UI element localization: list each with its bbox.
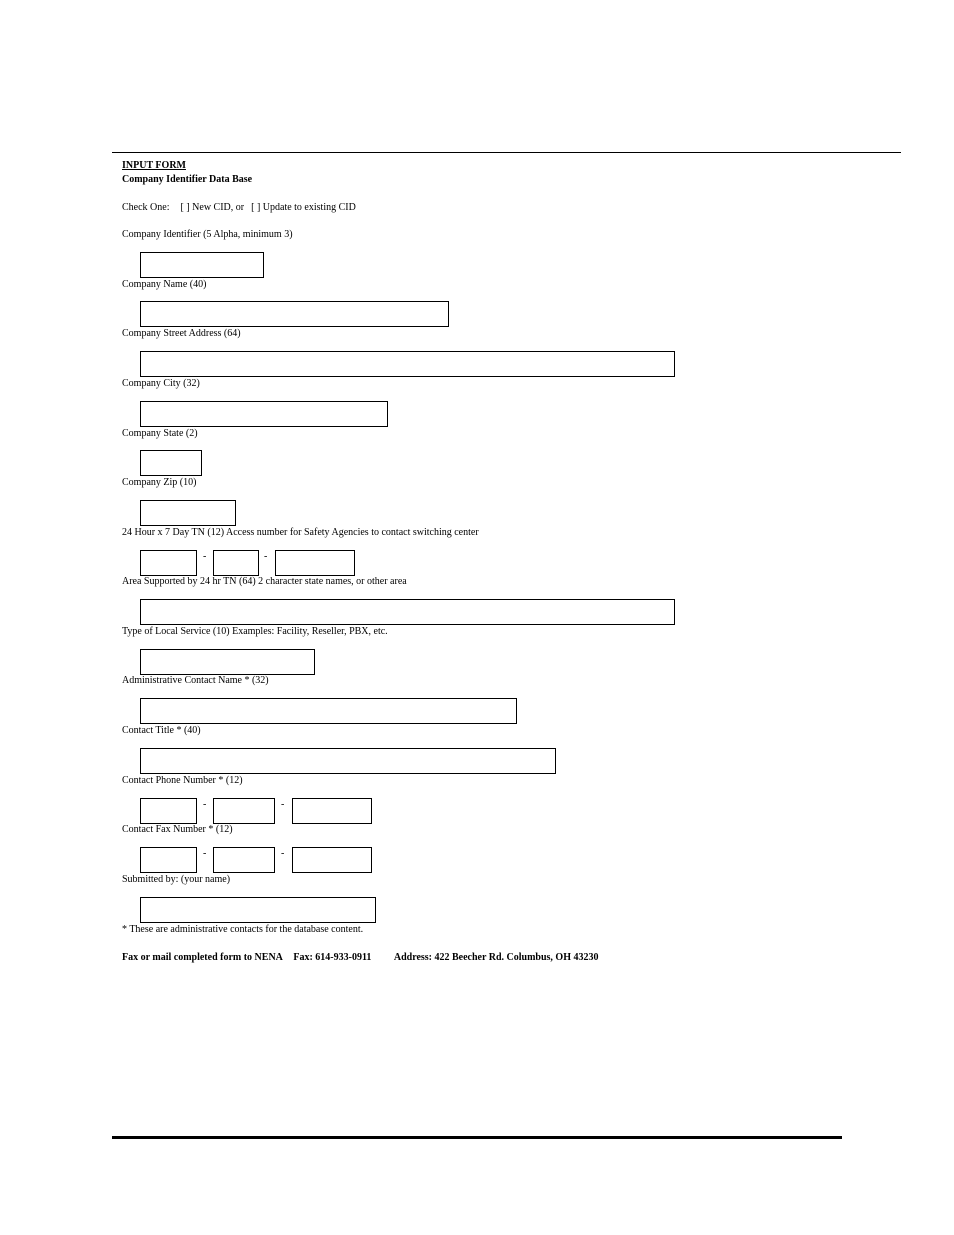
state-input[interactable] (140, 450, 202, 476)
admin-contact-input[interactable] (140, 698, 517, 724)
local-service-label: Type of Local Service (10) Examples: Facility, Reseller, PBX, etc. (122, 626, 388, 637)
footer-instruction: Fax or mail completed form to NENA (122, 952, 283, 963)
form-title: INPUT FORM (122, 160, 186, 171)
top-rule (112, 152, 901, 153)
contact-fax-prefix-input[interactable] (213, 847, 275, 873)
fax-dash-1: - (203, 848, 207, 859)
update-cid-label: Update to existing CID (262, 202, 356, 213)
footer-line (122, 952, 599, 964)
local-service-input[interactable] (140, 649, 315, 675)
contact-phone-area-input[interactable] (140, 798, 197, 824)
check-one-label: Check One: (122, 202, 170, 213)
contact-fax-line-input[interactable] (292, 847, 372, 873)
tn-24x7-line-input[interactable] (275, 550, 355, 576)
zip-input[interactable] (140, 500, 236, 526)
area-supported-label: Area Supported by 24 hr TN (64) 2 character state names, or other area (122, 576, 407, 587)
tn-dash-2: - (264, 551, 268, 562)
update-cid-checkbox[interactable]: [ ] (251, 202, 261, 213)
tn-24x7-area-input[interactable] (140, 550, 197, 576)
zip-label: Company Zip (10) (122, 477, 197, 488)
admin-contact-label: Administrative Contact Name * (32) (122, 675, 269, 686)
tn-dash-1: - (203, 551, 207, 562)
footnote: * These are administrative contacts for the database content. (122, 924, 364, 935)
city-label: Company City (32) (122, 378, 200, 389)
street-address-label: Company Street Address (64) (122, 328, 241, 339)
company-identifier-label: Company Identifier (5 Alpha, minimum 3) (122, 229, 293, 240)
company-name-input[interactable] (140, 301, 449, 327)
area-supported-input[interactable] (140, 599, 675, 625)
bottom-rule (112, 1136, 842, 1139)
company-identifier-input[interactable] (140, 252, 264, 278)
tn-24x7-label: 24 Hour x 7 Day TN (12) Access number for Safety Agencies to contact switching center (122, 527, 479, 538)
footer-fax: Fax: 614-933-0911 (293, 952, 372, 963)
phone-dash-1: - (203, 799, 207, 810)
fax-dash-2: - (281, 848, 285, 859)
city-input[interactable] (140, 401, 388, 427)
street-address-input[interactable] (140, 351, 675, 377)
form-subtitle: Company Identifier Data Base (122, 174, 253, 185)
state-label: Company State (2) (122, 428, 198, 439)
tn-24x7-prefix-input[interactable] (213, 550, 259, 576)
new-cid-label: New CID, or (192, 202, 245, 213)
phone-dash-2: - (281, 799, 285, 810)
new-cid-checkbox[interactable]: [ ] (180, 202, 190, 213)
contact-title-label: Contact Title * (40) (122, 725, 201, 736)
company-name-label: Company Name (40) (122, 279, 207, 290)
submitted-by-input[interactable] (140, 897, 376, 923)
contact-title-input[interactable] (140, 748, 556, 774)
contact-fax-label: Contact Fax Number * (12) (122, 824, 233, 835)
check-one-row (122, 202, 356, 214)
footer-address: Address: 422 Beecher Rd. Columbus, OH 43230 (393, 952, 599, 963)
contact-phone-line-input[interactable] (292, 798, 372, 824)
contact-phone-prefix-input[interactable] (213, 798, 275, 824)
contact-fax-area-input[interactable] (140, 847, 197, 873)
submitted-by-label: Submitted by: (your name) (122, 874, 231, 885)
contact-phone-label: Contact Phone Number * (12) (122, 775, 243, 786)
